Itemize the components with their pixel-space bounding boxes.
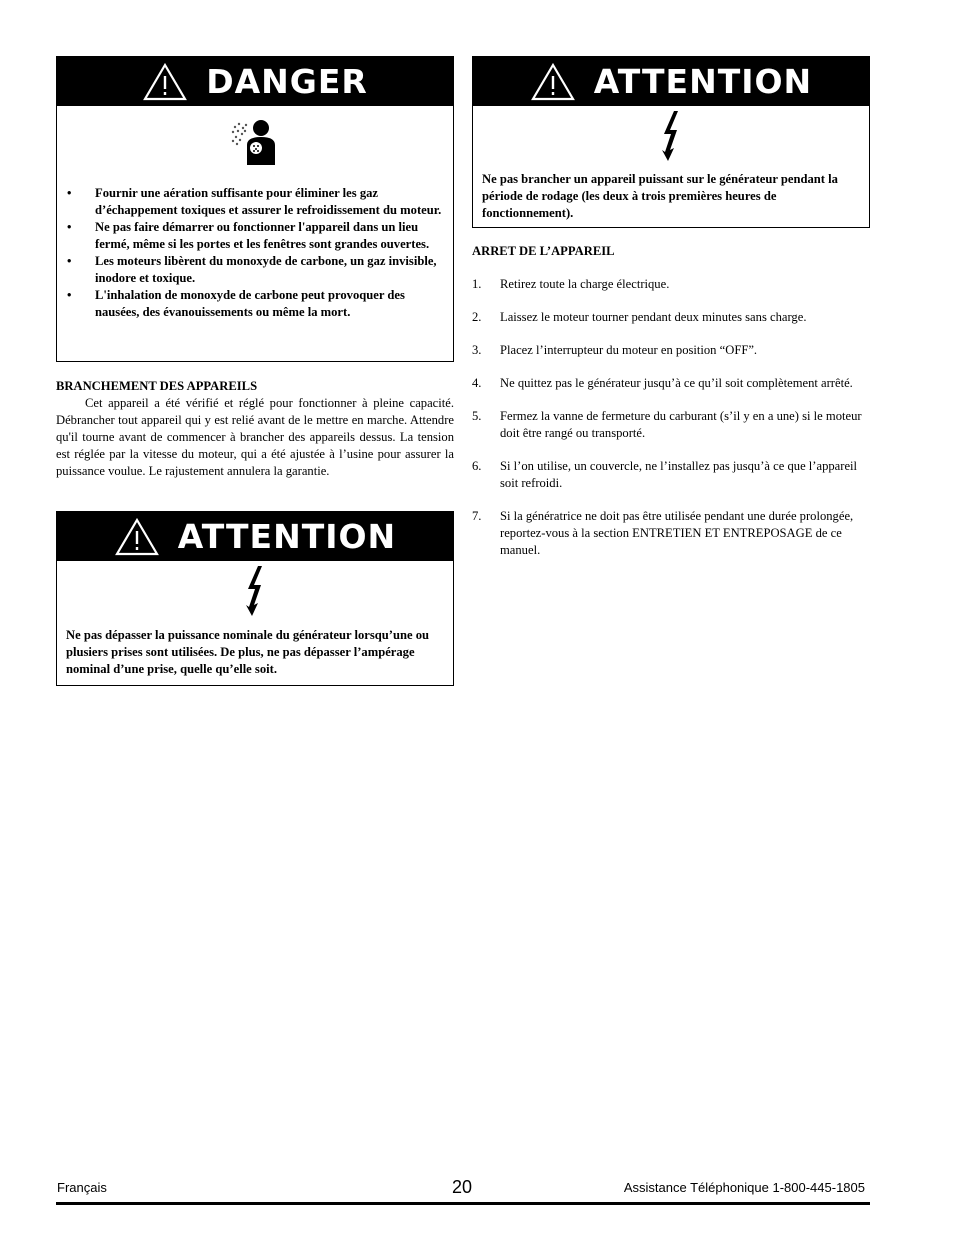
lightning-bolt-icon [659, 110, 683, 162]
attention-text-right: Ne pas brancher un appareil puissant sur le générateur pendant la période de rodage (les deux à trois premières heures de fonctionnement). [482, 172, 838, 220]
warning-triangle-icon [114, 517, 160, 557]
danger-bullet-2: • Ne pas faire démarrer ou fonctionner l'appareil dans un lieu fermé, même si les portes et les fenêtres sont grandes ouvertes. [67, 220, 430, 251]
page-number: 20 [451, 1177, 473, 1197]
arret-heading: ARRET DE L’APPAREIL [472, 244, 615, 258]
warning-triangle-icon [530, 62, 576, 102]
arret-step-1: 1. Retirez toute la charge électrique. [472, 277, 670, 291]
toxic-fumes-icon [229, 117, 281, 165]
danger-bullet-3: • Les moteurs libèrent du monoxyde de carbone, un gaz invisible, inodore et toxique. [67, 254, 437, 285]
arret-section [472, 243, 870, 559]
lightning-bolt-icon [243, 565, 267, 617]
branchement-body: Cet appareil a été vérifié et réglé pour fonctionner à pleine capacité. Débrancher tout appareil qui y est relié avant de le mettre en marche. Attendre qu'il tourne avant de commencer à brancher des appareils dessus. La tension est réglée par la vitesse du moteur, qui a été ajustée à l’usine pour assurer la puissance voulue. Le rajustement annulera la garantie. [56, 396, 454, 478]
arret-step-5: 5. Fermez la vanne de fermeture du carburant (s’il y en a une) si le moteur doit être rangé ou transporté. [472, 409, 862, 440]
attention-box-left [56, 511, 454, 686]
warning-triangle-icon [142, 62, 188, 102]
arret-step-7: 7. Si la génératrice ne doit pas être utilisée pendant une durée prolongée, reportez-vous à la section ENTRETIEN ET ENTREPOSAGE de ce manuel. [472, 509, 854, 557]
danger-bullet-4: • L'inhalation de monoxyde de carbone peut provoquer des nausées, des évanouissements ou même la mort. [67, 288, 405, 319]
footer-rule [56, 1202, 870, 1205]
left-column [56, 56, 454, 676]
danger-pictogram [57, 106, 453, 177]
arret-steps [472, 276, 870, 559]
attention-title-right: ATTENTION [593, 62, 813, 101]
danger-header [57, 57, 453, 106]
danger-bullet-list [57, 177, 453, 333]
danger-box [56, 56, 454, 362]
arret-step-4: 4. Ne quittez pas le générateur jusqu’à ce qu’il soit complètement arrêté. [472, 376, 853, 390]
branchement-section [56, 378, 454, 480]
footer-language: Français [57, 1180, 107, 1195]
danger-bullet-1: • Fournir une aération suffisante pour éliminer les gaz d’échappement toxiques et assurer le refroidissement du moteur. [67, 186, 442, 217]
attention-pictogram-left [57, 561, 453, 620]
arret-step-2: 2. Laissez le moteur tourner pendant deux minutes sans charge. [472, 310, 807, 324]
arret-step-6: 6. Si l’on utilise, un couvercle, ne l’installez pas jusqu’à ce que l’appareil soit refroidi. [472, 459, 858, 490]
attention-title-left: ATTENTION [177, 517, 397, 556]
danger-title: DANGER [206, 62, 368, 101]
attention-pictogram-right [473, 106, 869, 165]
attention-box-right [472, 56, 870, 228]
arret-step-3: 3. Placez l’interrupteur du moteur en position “OFF”. [472, 343, 758, 357]
attention-text-left: Ne pas dépasser la puissance nominale du générateur lorsqu’une ou plusiers prises sont utilisées. De plus, ne pas dépasser l’ampérage nominal d’une prise, quelle qu’elle soit. [66, 628, 430, 676]
footer-phone: Assistance Téléphonique 1-800-445-1805 [623, 1180, 865, 1195]
attention-header-left [57, 512, 453, 561]
right-column [472, 56, 870, 559]
attention-header-right [473, 57, 869, 106]
branchement-heading: BRANCHEMENT DES APPAREILS [56, 379, 258, 393]
